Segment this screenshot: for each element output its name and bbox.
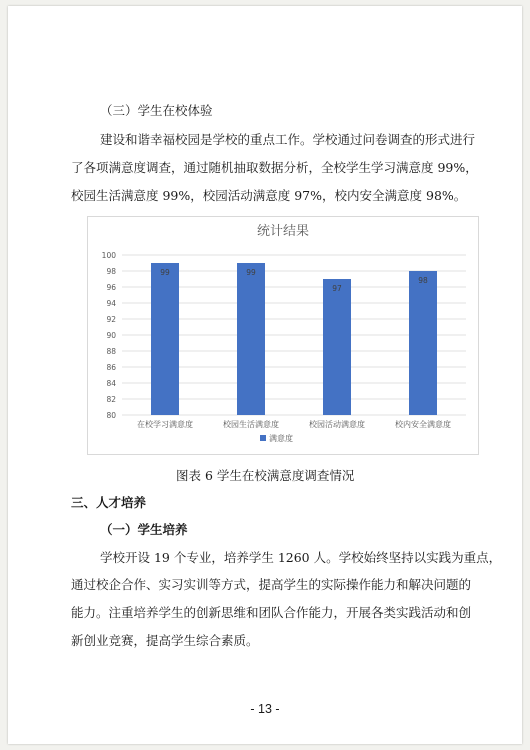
y-tick-label: 96: [106, 283, 116, 292]
y-tick-label: 80: [106, 411, 116, 420]
bar-data-label: 99: [160, 268, 170, 277]
section-heading-student-experience: （三）学生在校体验: [100, 103, 213, 118]
paragraph-line: 通过校企合作、实习实训等方式，提高学生的实际操作能力和解决问题的: [71, 577, 472, 592]
satisfaction-chart: [87, 216, 479, 455]
x-category-label: 校园生活满意度: [223, 420, 279, 429]
chart-title: 统计结果: [256, 224, 310, 239]
y-tick-label: 92: [106, 315, 116, 324]
section-heading-talent: 三、人才培养: [71, 495, 147, 510]
subsection-heading-student-training: （一）学生培养: [100, 522, 188, 537]
paragraph-line: 校园生活满意度 99%，校园活动满意度 97%，校内安全满意度 98%。: [71, 188, 467, 203]
legend-label: 满意度: [269, 434, 293, 443]
paragraph-line: 新创业竞赛，提高学生综合素质。: [71, 633, 259, 648]
legend-swatch: [260, 435, 266, 441]
x-category-label: 在校学习满意度: [137, 420, 193, 429]
bar-data-label: 98: [418, 276, 428, 285]
y-tick-label: 94: [106, 299, 116, 308]
paragraph-line: 了各项满意度调查，通过随机抽取数据分析，全校学生学习满意度 99%，: [71, 160, 478, 175]
paragraph-line: 能力。注重培养学生的创新思维和团队合作能力，开展各类实践活动和创: [71, 605, 472, 620]
paragraph-line: 学校开设 19 个专业，培养学生 1260 人。学校始终坚持以实践为重点，: [100, 550, 502, 565]
y-tick-label: 98: [106, 267, 116, 276]
bar: [237, 263, 265, 415]
bar: [323, 279, 351, 415]
y-tick-label: 82: [106, 395, 116, 404]
chart-canvas: [88, 217, 478, 454]
figure-caption: 图表 6 学生在校满意度调查情况: [176, 468, 355, 483]
bar: [151, 263, 179, 415]
y-tick-label: 86: [106, 363, 116, 372]
y-tick-label: 90: [106, 331, 116, 340]
y-tick-label: 100: [101, 251, 116, 260]
bar-data-label: 97: [332, 284, 342, 293]
paragraph-line: 建设和谐幸福校园是学校的重点工作。学校通过问卷调查的形式进行: [100, 132, 476, 147]
x-category-label: 校园活动满意度: [309, 420, 365, 429]
document-page: [8, 6, 522, 744]
page-number: - 13 -: [250, 702, 280, 716]
bar: [409, 271, 437, 415]
y-tick-label: 88: [106, 347, 116, 356]
y-tick-label: 84: [106, 379, 116, 388]
x-category-label: 校内安全满意度: [395, 420, 451, 429]
bar-data-label: 99: [246, 268, 256, 277]
